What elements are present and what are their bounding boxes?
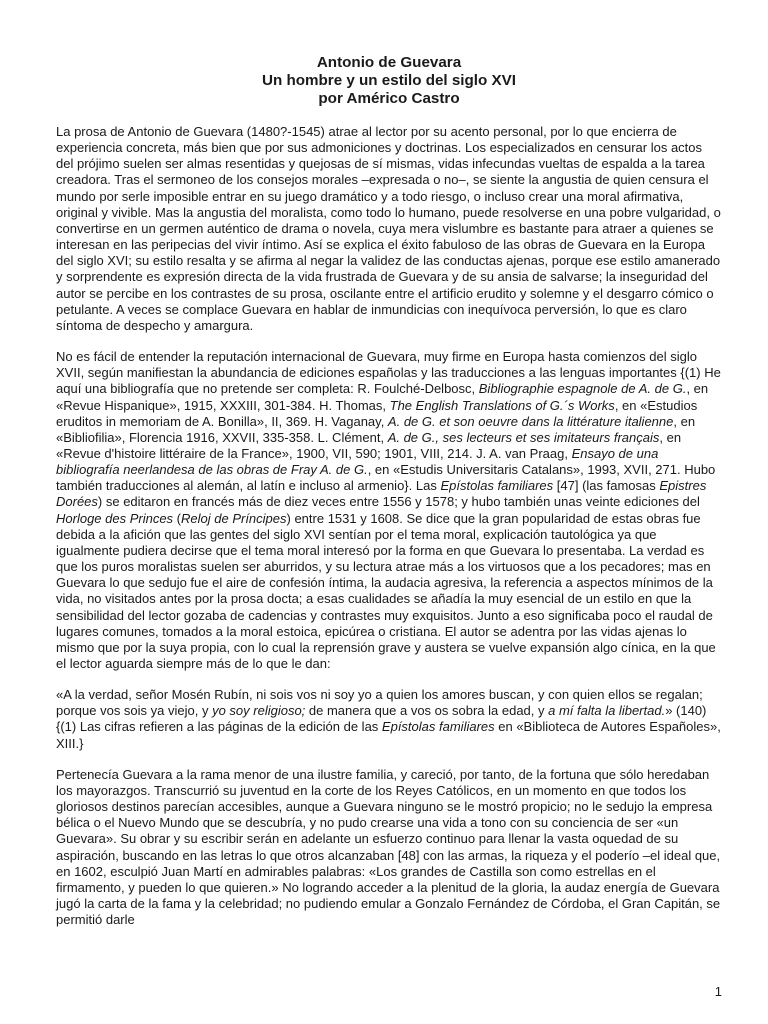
italic-text: Horloge des Princes <box>56 510 174 526</box>
text-run: ) entre 1531 y 1608. Se dice que la gran popularidad de estas obras fue debida a la afición que las gentes del siglo XVI sentían por el tema moral, explicación tautológica ya que igualmente pudiera decirse que el tema moral interesó por la forma en que Guevara lo presentaba. La verdad es que los puros moralistas suelen ser aburridos, y su lectura atrae más a los virtuosos que a los pecadores; mas en Guevara lo que sedujo fue el aire de confesión íntima, la audacia agresiva, la referencia a aspectos mínimos de la vida, no visitados antes por la prosa docta; a esas cualidades se añadía la muy esencial de un estilo en que la sensibilidad del lector gozaba de cadencias y contrastes muy exquisitos. Junto a eso significaba poco el raudal de lugares comunes, tomados a la moral estoica, epicúrea o cristiana. El autor se adentra por las vidas ajenas lo mismo que por la suya propia, con lo cual la reprensión grave y austera se vuelve expansión algo cínica, en la que el lector aguarda siempre más de lo que le dan: <box>56 510 716 671</box>
italic-text: Epístolas familiares <box>381 719 495 735</box>
text-run: , en «Revue d'histoire littéraire de la France», 1900, VII, 590; 1901, VIII, 214. J. A. van Praag, <box>56 429 682 461</box>
text-run: [47] (las famosas <box>553 478 660 494</box>
text-run: , en «Estudios eruditos in memoriam de A. Bonilla», II, 369. H. Vaganay, <box>56 397 698 429</box>
text-run: La prosa de Antonio de Guevara (1480?-1545) atrae al lector por su acento personal, por lo que encierra de experiencia concreta, más bien que por sus admoniciones y doctrinas. Los especializados en censurar los actos del prójimo suelen ser almas resentidas y quejosas de sí mismas, vidas infecundas vueltas de espalda a la tarea creadora. Tras el sermoneo de los consejos morales –expresada o no–, se siente la angustia de quien censura el mundo por serle imposible entrar en su juego dramático y a todo riesgo, o incluso crear una moral afirmativa, original y vivible. Mas la angustia del moralista, como todo lo humano, puede resolverse en una pobre vulgaridad, o convertirse en un germen auténtico de drama o novela, cuya mera vislumbre es bastante para atraer a quienes se interesan en las peripecias del vivir íntimo. Así se explica el éxito fabuloso de las obras de Guevara en la Europa del siglo XVI; su estilo resalta y se afirma al negar la validez de las conductas ajenas, porque ese estilo amanerado y sorprendente es expresión directa de la vida frustrada de Guevara y de su ansia de salvarse; la inseguridad del autor se percibe en los contrastes de su prosa, oscilante entre el artificio erudito y solemne y el desgarro cómico o petulante. A veces se complace Guevara en hablar de inmundicias con inequívoca perversión, lo que es claro síntoma de despecho y amargura. <box>56 124 721 333</box>
paragraph <box>56 687 722 752</box>
italic-text: Epistres Dorées <box>56 478 707 510</box>
text-run: Pertenecía Guevara a la rama menor de una ilustre familia, y careció, por tanto, de la fortuna que sólo heredaban los mayorazgos. Transcurrió su juventud en la corte de los Reyes Católicos, en un momento en que todos los gloriosos destinos parecían accesibles, aunque a Guevara ninguno se le mostró propicio; no le sedujo la empresa bélica o el Nuevo Mundo que se descubría, y no pudo crearse una vida a tono con su conciencia de ser «un Guevara». Su obrar y su escribir serán en adelante un esfuerzo continuo para llenar la vasta oquedad de su aspiración, buscando en las letras lo que otros alcanzaban [48] con las armas, la riqueza y el poderío –el ideal que, en 1602, esculpió Juan Martí en admirables palabras: «Los grandes de Castilla son como estrellas en el firmamento, y pueden lo que quieren.» No logrando acceder a la plenitud de la gloria, la audaz energía de Guevara jugó la carta de la fama y la celebridad; no pudiendo emular a Gonzalo Fernández de Córdoba, el Gran Capitán, se permitió darle <box>56 766 721 928</box>
italic-text: Ensayo de una bibliografía neerlandesa de las obras de Fray A. de G. <box>56 445 659 478</box>
text-run: No es fácil de entender la reputación internacional de Guevara, muy firme en Europa hasta comienzos del siglo XVII, según manifiestan la abundancia de ediciones españolas y las traducciones a las lenguas importantes {(1) He aquí una bibliografía que no pretende ser completa: R. Foulché-Delbosc, <box>56 349 721 397</box>
title-author: Antonio de Guevara <box>316 54 462 71</box>
italic-text: Reloj de Príncipes <box>181 510 287 526</box>
italic-text: a mí falta la libertad. <box>548 703 666 719</box>
text-run: , en «Revue Hispanique», 1915, XXXIII, 301-384. H. Thomas, <box>56 381 709 413</box>
text-run: , en «Bibliofilia», Florencia 1916, XXVII, 335-358. L. Clément, <box>56 413 696 445</box>
document-title <box>56 54 722 108</box>
text-run: «A la verdad, señor Mosén Rubín, ni sois vos ni soy yo a quien los amores buscan, y con quien ellos se regalan; porque vos sois ya viejo, y <box>56 687 703 719</box>
title-byline: por Américo Castro <box>318 90 460 107</box>
italic-text: A. de G., ses lecteurs et ses imitateurs français <box>387 429 660 445</box>
italic-text: Bibliographie espagnole de A. de G. <box>478 381 687 397</box>
text-run: , en «Estudis Universitaris Catalans», 1993, XVII, 271. Hubo también traducciones al alemán, al latín e incluso al armenio}. Las <box>56 462 716 494</box>
title-subtitle: Un hombre y un estilo del siglo XVI <box>261 72 516 89</box>
italic-text: yo soy religioso; <box>212 703 306 719</box>
text-run: ) se editaron en francés más de diez veces entre 1556 y 1578; y hubo también unas veinte ediciones del <box>97 494 700 510</box>
text-run: » (140) {(1) Las cifras refieren a las páginas de la edición de las <box>56 703 707 735</box>
text-run: en «Biblioteca de Autores Españoles», XIII.} <box>56 719 721 751</box>
paragraph <box>56 124 722 334</box>
paragraph <box>56 767 722 929</box>
paragraph <box>56 349 722 672</box>
italic-text: The English Translations of G.´s Works <box>389 397 615 413</box>
italic-text: A. de G. et son oeuvre dans la littérature italienne <box>387 413 674 429</box>
document-page <box>56 54 722 943</box>
italic-text: Epístolas familiares <box>440 478 554 494</box>
body-text <box>56 124 722 928</box>
page-number: 1 <box>714 984 722 999</box>
text-run: ( <box>173 510 182 526</box>
text-run: de manera que a vos os sobra la edad, y <box>305 703 549 719</box>
